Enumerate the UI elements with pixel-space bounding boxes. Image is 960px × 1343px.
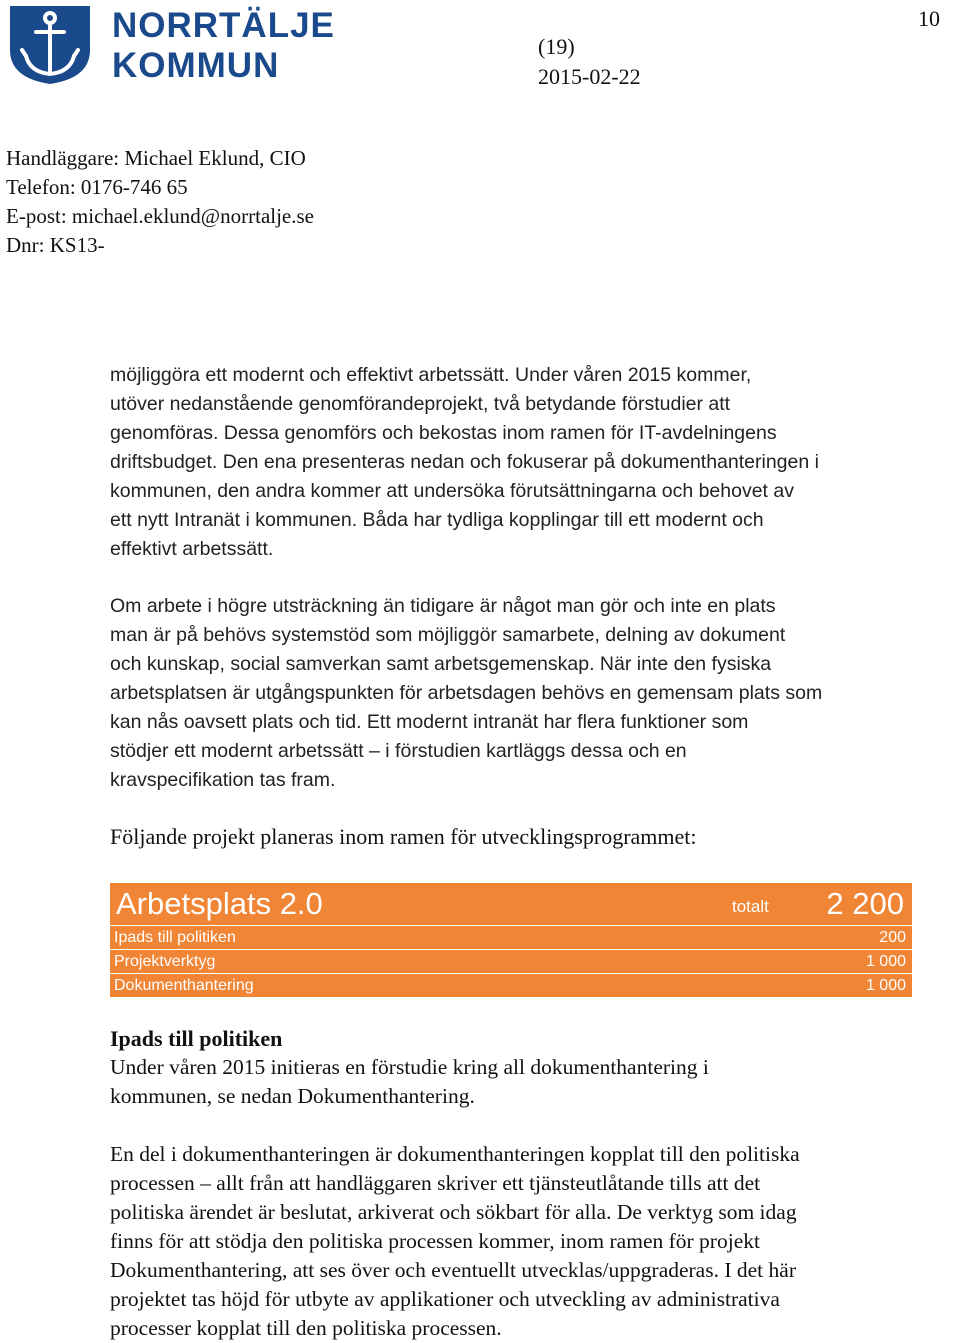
row-label: Projektverktyg (114, 953, 216, 970)
paragraph-line: möjliggöra ett modernt och effektivt arbetssätt. Under våren 2015 kommer, (110, 364, 752, 386)
paragraph-line: kravspecifikation tas fram. (110, 769, 336, 791)
paragraph-line: Dokumenthantering, att ses över och eventuellt utvecklas/uppgraderas. I det här (110, 1258, 796, 1282)
dnr: Dnr: KS13- (6, 233, 105, 257)
anchor-shield-icon (6, 4, 94, 86)
paragraph-line: och kunskap, social samverkan samt arbetsgemenskap. När inte den fysiska (110, 653, 772, 675)
paragraph-line: effektivt arbetssätt. (110, 538, 274, 560)
paragraph-4 (110, 1140, 940, 1343)
logo-line-1: NORRTÄLJE (112, 6, 335, 45)
telefon: Telefon: 0176-746 65 (6, 175, 188, 199)
section-title: Ipads till politiken (110, 1026, 283, 1051)
paragraph-line: finns för att stödja den politiska processen kommer, inom ramen för projekt (110, 1229, 760, 1253)
paragraph-line: processer kopplat till den politiska processen. (110, 1316, 502, 1340)
row-value: 1 000 (865, 977, 906, 994)
paragraph-line: kommunen, den andra kommer att undersöka förutsättningarna och behovet av (110, 480, 794, 502)
norrtalje-kommun-logo (6, 4, 335, 86)
contact-block (6, 144, 314, 260)
paragraph-line: projektet tas höjd för utbyte av applikationer och utveckling av administrativa (110, 1287, 780, 1311)
paragraph-line: kommunen, se nedan Dokumenthantering. (110, 1084, 475, 1108)
paragraph-line: kan nås oavsett plats och tid. Ett modernt intranät har flera funktioner som (110, 711, 749, 733)
paragraph-line: processen – allt från att handläggaren skriver ett tjänsteutlåtande tills att det (110, 1171, 761, 1195)
paragraph-2 (110, 592, 930, 795)
logo-line-2: KOMMUN (112, 46, 280, 85)
table-row (110, 926, 912, 950)
paragraph-3 (110, 1053, 940, 1111)
table-row (110, 950, 912, 974)
page-count: (19) (538, 34, 575, 59)
paragraph-line: man är på behövs systemstöd som möjliggör samarbete, delning av dokument (110, 624, 786, 646)
paragraph-line: politiska ärendet är beslutat, arkiverat och sökbart för alla. De verktyg som idag (110, 1200, 797, 1224)
row-label: Dokumenthantering (114, 977, 254, 994)
row-value: 200 (879, 929, 906, 946)
page-number: 10 (918, 6, 940, 31)
paragraph-line: En del i dokumenthanteringen är dokumenthanteringen kopplat till den politiska (110, 1142, 800, 1166)
paragraph-1 (110, 361, 930, 564)
handlaggare: Handläggare: Michael Eklund, CIO (6, 146, 306, 170)
paragraph-line: ett nytt Intranät i kommunen. Båda har tydliga kopplingar till ett modernt och (110, 509, 764, 531)
paragraph-line: stödjer ett modernt arbetssätt – i förstudien kartläggs dessa och en (110, 740, 687, 762)
document-date: 2015-02-22 (538, 64, 641, 89)
paragraph-line: Under våren 2015 initieras en förstudie kring all dokumenthantering i (110, 1055, 709, 1079)
total-value: 2 200 (826, 886, 904, 921)
total-label: totalt (732, 897, 769, 916)
paragraph-line: Om arbete i högre utsträckning än tidigare är något man gör och inte en plats (110, 595, 776, 617)
paragraph-line: genomföras. Dessa genomförs och bekostas inom ramen för IT-avdelningens (110, 422, 777, 444)
table-title: Arbetsplats 2.0 (116, 886, 323, 921)
paragraph-line: driftsbudget. Den ena presenteras nedan och fokuserar på dokumenthanteringen i (110, 451, 819, 473)
project-table (110, 883, 912, 997)
row-value: 1 000 (865, 953, 906, 970)
table-row (110, 974, 912, 997)
table-header (110, 883, 912, 926)
intro-line: Följande projekt planeras inom ramen för utvecklingsprogrammet: (110, 824, 697, 849)
paragraph-line: utöver nedanstående genomförandeprojekt, två betydande förstudier att (110, 393, 731, 415)
paragraph-line: arbetsplatsen är utgångspunkten för arbetsdagen behövs en gemensam plats som (110, 682, 823, 704)
row-label: Ipads till politiken (114, 929, 236, 946)
epost: E-post: michael.eklund@norrtalje.se (6, 204, 314, 228)
